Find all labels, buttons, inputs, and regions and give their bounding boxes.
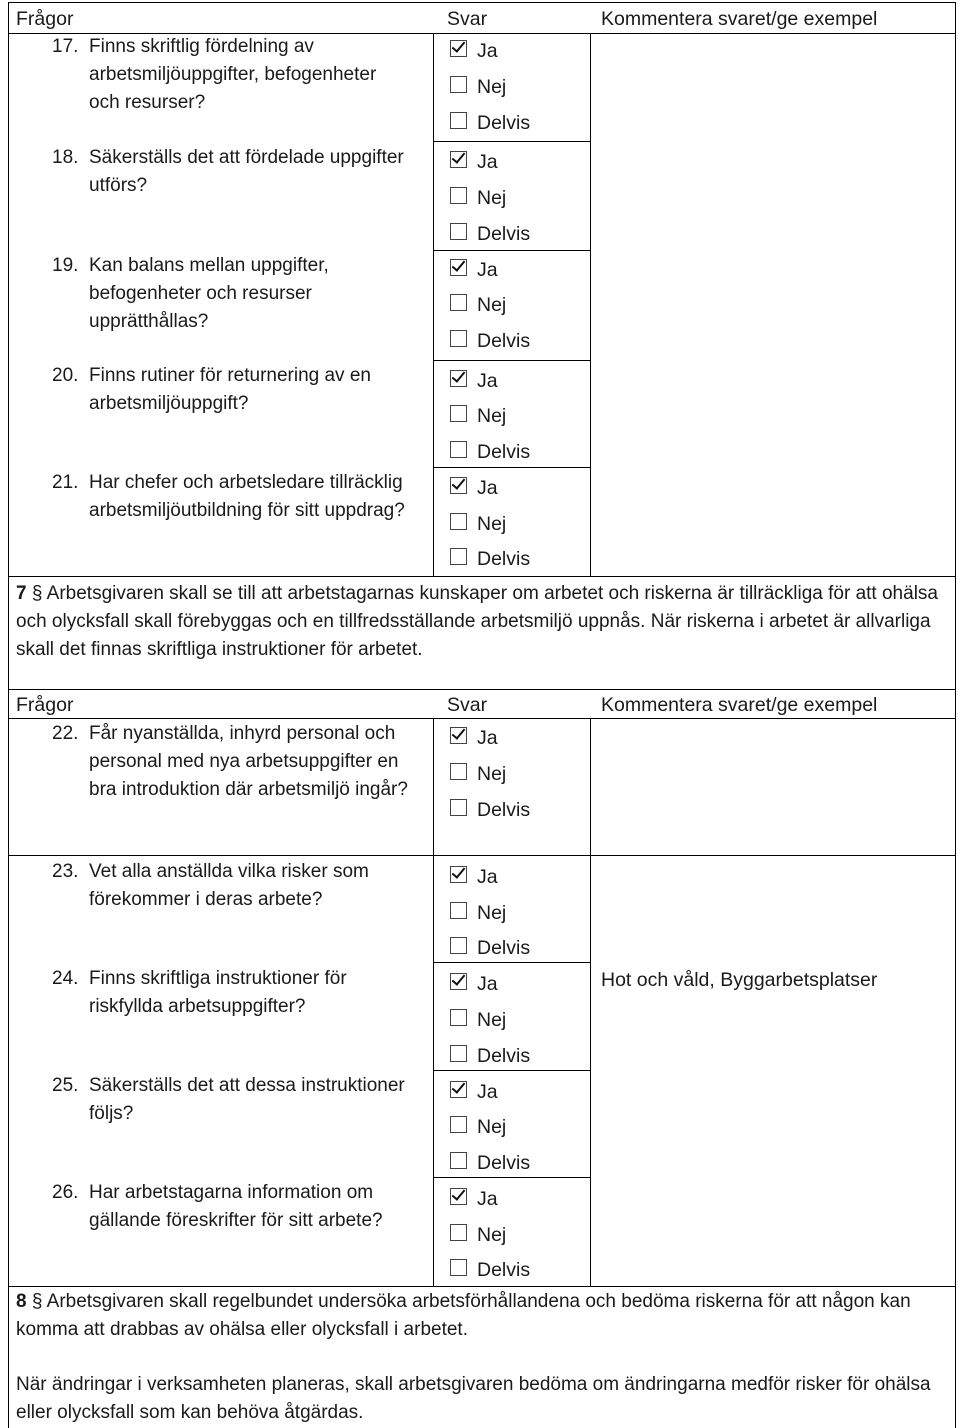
option-nej-21[interactable] — [450, 513, 506, 535]
question-18 — [52, 144, 412, 200]
table2-right-border — [955, 689, 956, 1428]
question-number: 19. — [52, 255, 79, 276]
checkbox-icon[interactable] — [450, 799, 467, 816]
option-label: Delvis — [477, 1045, 531, 1067]
checkbox-icon[interactable] — [450, 902, 467, 919]
table2-comment-left — [590, 718, 591, 1286]
table1-top-border — [8, 2, 956, 3]
option-label: Nej — [477, 405, 507, 427]
option-nej-23[interactable] — [450, 902, 506, 924]
question-text: Kan balans mellan uppgifter, befogenheter och resurser upprätthållas? — [89, 255, 329, 332]
option-label: Nej — [477, 513, 507, 535]
question-number: 18. — [52, 147, 79, 168]
checkbox-checked-icon[interactable] — [450, 1188, 467, 1205]
header-kommentera: Kommentera svaret/ge exempel — [601, 694, 878, 716]
header-kommentera: Kommentera svaret/ge exempel — [601, 8, 878, 30]
option-nej-18[interactable] — [450, 187, 506, 209]
option-label: Ja — [477, 727, 498, 749]
option-label: Delvis — [477, 799, 531, 821]
checkbox-icon[interactable] — [450, 405, 467, 422]
question-text: Vet alla anställda vilka risker som förekommer i deras arbete? — [89, 861, 369, 910]
checkbox-checked-icon[interactable] — [450, 866, 467, 883]
checkbox-icon[interactable] — [450, 112, 467, 129]
option-nej-25[interactable] — [450, 1116, 506, 1138]
option-label: Nej — [477, 1009, 507, 1031]
question-text: Finns skriftlig fördelning av arbetsmiljöuppgifter, befogenheter och resurser? — [89, 36, 377, 113]
table2-header-divider — [8, 718, 956, 719]
option-delvis-19[interactable] — [450, 330, 530, 352]
question-text: Får nyanställda, inhyrd personal och personal med nya arbetsuppgifter en bra introduktion där arbetsmiljö ingår? — [89, 723, 408, 800]
checkbox-icon[interactable] — [450, 937, 467, 954]
checkbox-checked-icon[interactable] — [450, 727, 467, 744]
question-text: Finns skriftliga instruktioner för riskfyllda arbetsuppgifter? — [89, 968, 347, 1017]
checkbox-checked-icon[interactable] — [450, 973, 467, 990]
checkbox-checked-icon[interactable] — [450, 370, 467, 387]
checkbox-icon[interactable] — [450, 1116, 467, 1133]
checkbox-checked-icon[interactable] — [450, 151, 467, 168]
question-text: Finns rutiner för returnering av en arbetsmiljöuppgift? — [89, 365, 371, 414]
table1-right-border — [955, 2, 956, 690]
table1-row-divider — [433, 360, 591, 361]
section-number: 8 — [16, 1291, 27, 1312]
question-number: 22. — [52, 723, 79, 744]
checkbox-icon[interactable] — [450, 441, 467, 458]
section-text: Arbetsgivaren skall se till att arbetstagarnas kunskaper om arbetet och riskerna är tillräckliga för att ohälsa och olycksfall skall förebyggas och en tillfredsställande arbetsmiljö uppnås. När riskerna i arbetet är allvarliga skall det finnas skriftliga instruktioner för arbetet. — [16, 583, 938, 660]
checkbox-icon[interactable] — [450, 1152, 467, 1169]
checkbox-checked-icon[interactable] — [450, 40, 467, 57]
question-text: Har chefer och arbetsledare tillräcklig arbetsmiljöutbildning för sitt uppdrag? — [89, 472, 405, 521]
table2-left-border — [8, 689, 9, 1428]
header-fragor: Frågor — [16, 8, 74, 30]
section-symbol: § — [31, 583, 43, 604]
comment-24[interactable]: Hot och våld, Byggarbetsplatser — [601, 969, 878, 991]
option-label: Delvis — [477, 548, 531, 570]
checkbox-icon[interactable] — [450, 548, 467, 565]
option-delvis-17[interactable] — [450, 112, 530, 134]
question-17 — [52, 33, 412, 117]
option-ja-17[interactable] — [450, 40, 498, 62]
section-7-paragraph — [16, 580, 946, 664]
section-number: 7 — [16, 583, 27, 604]
table1-left-border — [8, 2, 9, 690]
option-ja-18[interactable] — [450, 151, 498, 173]
option-nej-20[interactable] — [450, 405, 506, 427]
option-delvis-21[interactable] — [450, 548, 530, 570]
question-number: 25. — [52, 1075, 79, 1096]
option-nej-17[interactable] — [450, 76, 506, 98]
option-ja-20[interactable] — [450, 370, 498, 392]
question-number: 23. — [52, 861, 79, 882]
option-delvis-26[interactable] — [450, 1259, 530, 1281]
option-delvis-18[interactable] — [450, 223, 530, 245]
question-21 — [52, 469, 412, 525]
question-25 — [52, 1072, 412, 1128]
option-label: Nej — [477, 763, 507, 785]
option-label: Nej — [477, 1224, 507, 1246]
section-symbol: § — [31, 1291, 43, 1312]
option-label: Ja — [477, 866, 498, 888]
checkbox-icon[interactable] — [450, 763, 467, 780]
table1-row-divider — [433, 250, 591, 251]
question-number: 17. — [52, 36, 79, 57]
table1-comment-left — [590, 33, 591, 576]
question-19 — [52, 252, 412, 336]
table2-bottom-border — [8, 1286, 956, 1287]
option-ja-22[interactable] — [450, 727, 498, 749]
option-ja-19[interactable] — [450, 259, 498, 281]
checkbox-icon[interactable] — [450, 1045, 467, 1062]
question-number: 21. — [52, 472, 79, 493]
option-label: Nej — [477, 294, 507, 316]
section-8-paragraph-2: När ändringar i verksamheten planeras, skall arbetsgivaren bedöma om ändringarna medför risker för ohälsa eller olycksfall som kan behöva åtgärdas. — [16, 1374, 931, 1423]
question-26 — [52, 1179, 412, 1235]
option-ja-25[interactable] — [450, 1081, 498, 1103]
option-label: Ja — [477, 1188, 498, 1210]
checkbox-checked-icon[interactable] — [450, 1081, 467, 1098]
option-ja-23[interactable] — [450, 866, 498, 888]
option-ja-26[interactable] — [450, 1188, 498, 1210]
header-fragor: Frågor — [16, 694, 74, 716]
checkbox-icon[interactable] — [450, 223, 467, 240]
question-number: 26. — [52, 1182, 79, 1203]
option-label: Delvis — [477, 441, 531, 463]
question-text: Har arbetstagarna information om gällande föreskrifter för sitt arbete? — [89, 1182, 383, 1231]
section-8-paragraph — [16, 1288, 946, 1344]
option-label: Delvis — [477, 1152, 531, 1174]
section7-bottom-border — [8, 689, 956, 690]
header-svar: Svar — [447, 694, 488, 716]
table1-row-divider — [433, 141, 591, 142]
option-delvis-25[interactable] — [450, 1152, 530, 1174]
option-label: Delvis — [477, 223, 531, 245]
option-label: Ja — [477, 40, 498, 62]
table1-row-divider — [433, 467, 591, 468]
option-nej-24[interactable] — [450, 1009, 506, 1031]
option-label: Ja — [477, 973, 498, 995]
checkbox-icon[interactable] — [450, 187, 467, 204]
question-number: 20. — [52, 365, 79, 386]
option-label: Delvis — [477, 1259, 531, 1281]
option-label: Nej — [477, 902, 507, 924]
question-23 — [52, 858, 412, 914]
table2-row-divider — [433, 962, 591, 963]
table2-row-divider — [8, 855, 956, 856]
question-20 — [52, 362, 412, 418]
option-label: Delvis — [477, 112, 531, 134]
checkbox-icon[interactable] — [450, 1259, 467, 1276]
option-label: Nej — [477, 1116, 507, 1138]
checkbox-icon[interactable] — [450, 294, 467, 311]
section-text: Arbetsgivaren skall regelbundet undersöka arbetsförhållandena och bedöma riskerna för att någon kan komma att drabbas av ohälsa eller olycksfall i arbetet. — [16, 1291, 911, 1340]
option-ja-24[interactable] — [450, 973, 498, 995]
checkbox-checked-icon[interactable] — [450, 477, 467, 494]
option-label: Ja — [477, 259, 498, 281]
option-ja-21[interactable] — [450, 477, 498, 499]
header-svar: Svar — [447, 8, 488, 30]
table2-row-divider — [433, 1177, 591, 1178]
option-nej-22[interactable] — [450, 763, 506, 785]
option-label: Nej — [477, 187, 507, 209]
option-delvis-23[interactable] — [450, 937, 530, 959]
checkbox-icon[interactable] — [450, 1224, 467, 1241]
question-number: 24. — [52, 968, 79, 989]
question-text: Säkerställs det att dessa instruktioner följs? — [89, 1075, 405, 1124]
option-label: Nej — [477, 76, 507, 98]
checkbox-icon[interactable] — [450, 513, 467, 530]
checkbox-icon[interactable] — [450, 1009, 467, 1026]
option-delvis-22[interactable] — [450, 799, 530, 821]
option-nej-26[interactable] — [450, 1224, 506, 1246]
table1-svar-left — [433, 33, 434, 576]
checkbox-icon[interactable] — [450, 76, 467, 93]
checkbox-icon[interactable] — [450, 330, 467, 347]
option-label: Ja — [477, 370, 498, 392]
option-label: Ja — [477, 477, 498, 499]
option-label: Ja — [477, 1081, 498, 1103]
question-24 — [52, 965, 412, 1021]
question-22 — [52, 720, 412, 804]
option-label: Delvis — [477, 937, 531, 959]
option-nej-19[interactable] — [450, 294, 506, 316]
table2-svar-left — [433, 718, 434, 1286]
option-label: Delvis — [477, 330, 531, 352]
option-delvis-24[interactable] — [450, 1045, 530, 1067]
table1-bottom-border — [8, 576, 956, 577]
table2-row-divider — [433, 1070, 591, 1071]
option-label: Ja — [477, 151, 498, 173]
question-text: Säkerställs det att fördelade uppgifter utförs? — [89, 147, 404, 196]
option-delvis-20[interactable] — [450, 441, 530, 463]
checkbox-checked-icon[interactable] — [450, 259, 467, 276]
